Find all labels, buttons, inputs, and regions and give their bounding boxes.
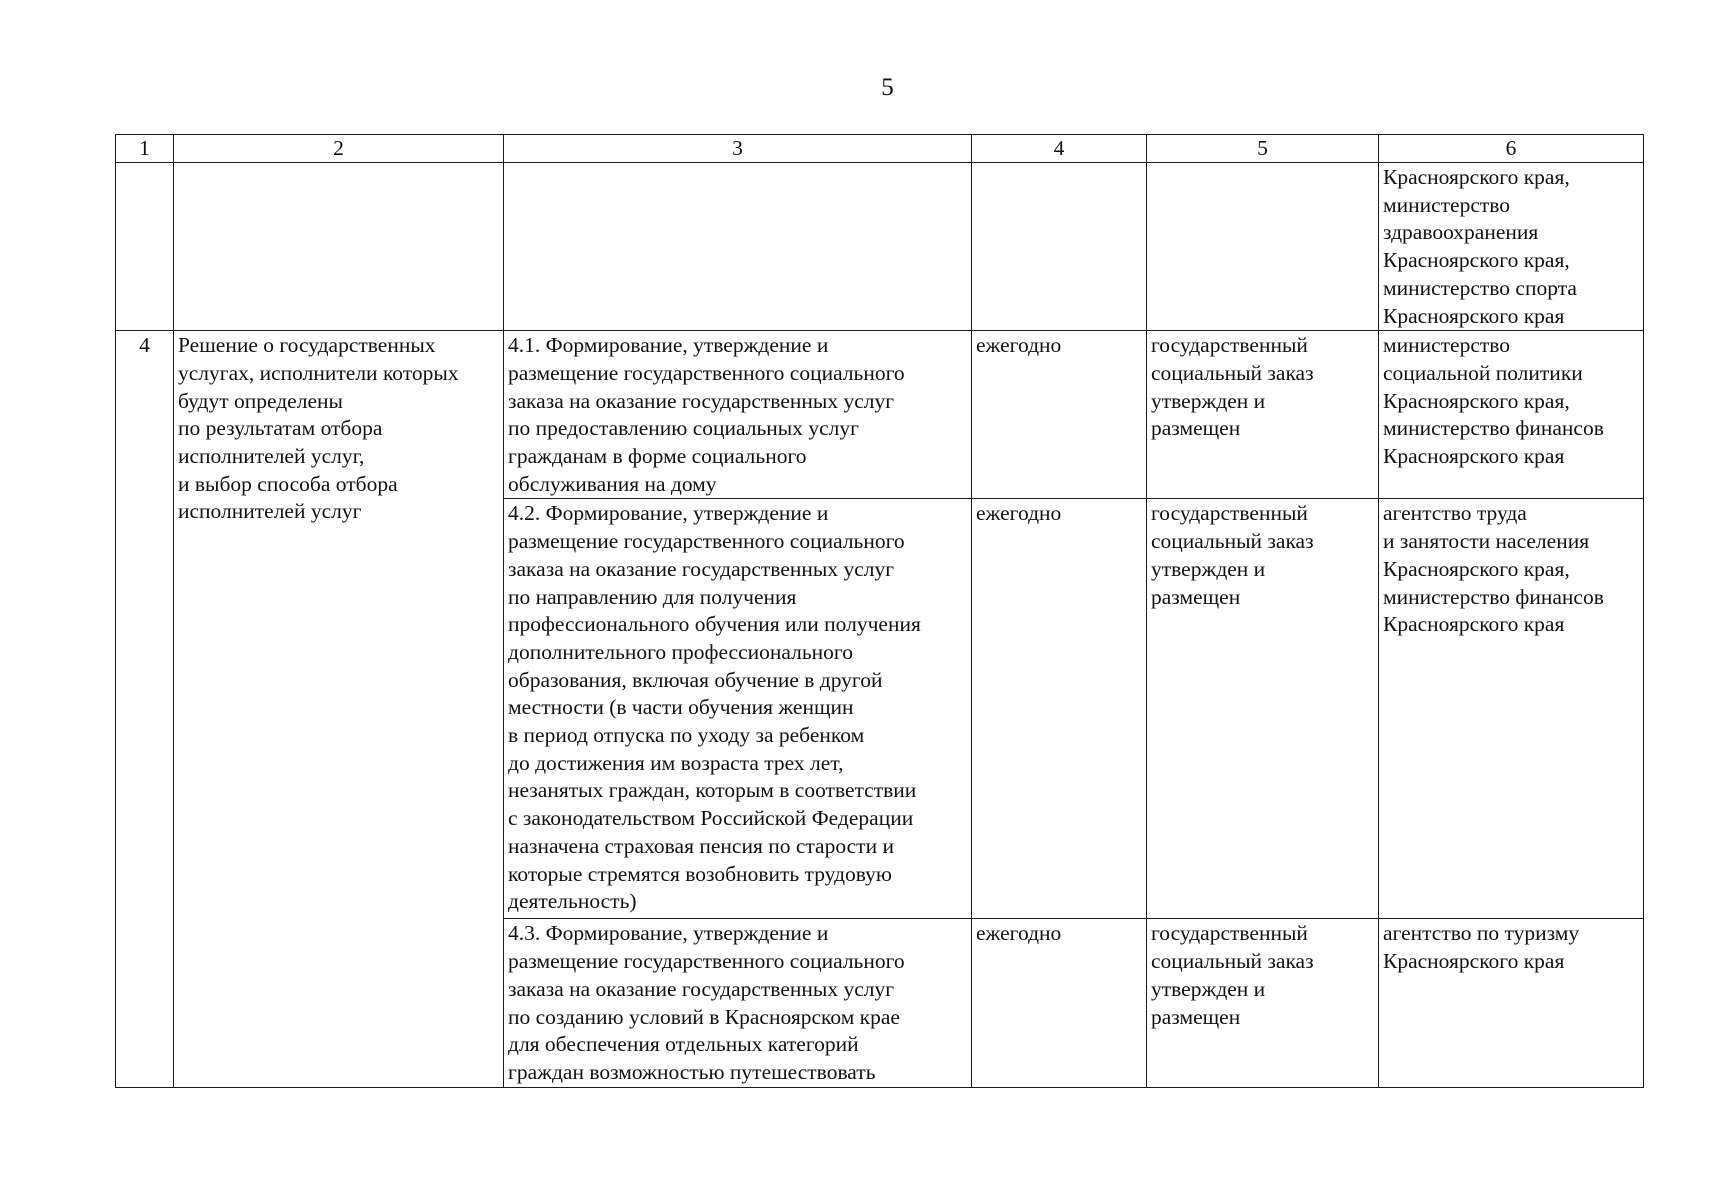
row-number xyxy=(116,163,174,331)
period-cell xyxy=(972,499,1147,919)
cell-text-line: Красноярского края xyxy=(1383,303,1565,328)
cell-text-line: размещение государственного социального xyxy=(508,360,905,385)
cell-text-line: услугах, исполнители которых xyxy=(178,360,459,385)
cell-text-line: исполнителей услуг xyxy=(178,499,362,524)
header-cell: 3 xyxy=(504,135,972,163)
measure-cell xyxy=(504,499,972,919)
cell-text-line: утвержден и xyxy=(1151,556,1266,581)
cell-text-line: Красноярского края, xyxy=(1383,248,1570,273)
cell-text-line: размещен xyxy=(1151,1004,1241,1029)
cell-text-line: государственный xyxy=(1151,921,1308,946)
cell-text-line: по направлению для получения xyxy=(508,584,797,609)
result-cell xyxy=(1147,331,1379,499)
measure-cell xyxy=(504,331,972,499)
header-cell: 5 xyxy=(1147,135,1379,163)
cell-text-line: Красноярского края, xyxy=(1383,165,1570,189)
cell-text-line: здравоохранения xyxy=(1383,220,1539,245)
cell-text-line: незанятых граждан, которым в соответствии xyxy=(508,778,917,803)
cell-text-line: до достижения им возраста трех лет, xyxy=(508,750,844,775)
cell-text-line: Решение о государственных xyxy=(178,333,436,358)
table-row xyxy=(116,163,1644,331)
period-cell xyxy=(972,919,1147,1087)
cell-text-line: 4.2. Формирование, утверждение и xyxy=(508,501,829,526)
cell-text-line: деятельность) xyxy=(508,889,637,914)
decision-cell xyxy=(174,163,504,331)
cell-text-line: для обеспечения отдельных категорий xyxy=(508,1032,859,1057)
cell-text-line: агентство труда xyxy=(1383,501,1527,526)
row-number: 4 xyxy=(116,331,174,1087)
table-row xyxy=(116,331,1644,499)
measure-cell xyxy=(504,919,972,1087)
page-number: 5 xyxy=(881,74,894,101)
period-cell xyxy=(972,331,1147,499)
cell-text-line: социальный заказ xyxy=(1151,360,1314,385)
result-cell xyxy=(1147,163,1379,331)
cell-text-line: дополнительного профессионального xyxy=(508,639,853,664)
cell-text-line: с законодательством Российской Федерации xyxy=(508,806,914,831)
cell-text-line: утвержден и xyxy=(1151,388,1266,413)
cell-text-line: заказа на оказание государственных услуг xyxy=(508,388,895,413)
cell-text-line: утвержден и xyxy=(1151,976,1266,1001)
cell-text-line: по результатам отбора xyxy=(178,416,383,441)
cell-text-line: министерство xyxy=(1383,192,1511,217)
period-cell xyxy=(972,163,1147,331)
cell-text-line: министерство спорта xyxy=(1383,275,1577,300)
responsible-cell xyxy=(1379,499,1644,919)
cell-text-line: социальный заказ xyxy=(1151,529,1314,554)
result-cell xyxy=(1147,499,1379,919)
header-cell: 6 xyxy=(1379,135,1644,163)
cell-text-line: ежегодно xyxy=(976,921,1062,946)
cell-text-line: государственный xyxy=(1151,501,1308,526)
cell-text-line: Красноярского края xyxy=(1383,444,1565,469)
cell-text-line: образования, включая обучение в другой xyxy=(508,667,883,692)
cell-text-line: обслуживания на дому xyxy=(508,471,717,496)
cell-text-line: министерство финансов xyxy=(1383,584,1604,609)
header-cell: 1 xyxy=(116,135,174,163)
measure-cell xyxy=(504,163,972,331)
responsible-cell xyxy=(1379,163,1644,331)
cell-text-line: по созданию условий в Красноярском крае xyxy=(508,1004,900,1029)
cell-text-line: по предоставлению социальных услуг xyxy=(508,416,859,441)
cell-text-line: Красноярского края, xyxy=(1383,388,1570,413)
header-row xyxy=(116,135,1644,163)
cell-text-line: социальный заказ xyxy=(1151,949,1314,974)
cell-text-line: размещен xyxy=(1151,416,1241,441)
cell-text-line: 4.1. Формирование, утверждение и xyxy=(508,333,829,358)
cell-text-line: граждан возможностью путешествовать xyxy=(508,1059,876,1084)
cell-text-line: 4.3. Формирование, утверждение и xyxy=(508,921,829,946)
cell-text-line: Красноярского края xyxy=(1383,612,1565,637)
cell-text-line: гражданам в форме социального xyxy=(508,444,807,469)
cell-text-line: профессионального обучения или получения xyxy=(508,612,921,637)
responsible-cell xyxy=(1379,919,1644,1087)
cell-text-line: исполнителей услуг, xyxy=(178,444,365,469)
cell-text-line: которые стремятся возобновить трудовую xyxy=(508,861,892,886)
cell-text-line: Красноярского края xyxy=(1383,949,1565,974)
cell-text-line: заказа на оказание государственных услуг xyxy=(508,556,895,581)
cell-text-line: местности (в части обучения женщин xyxy=(508,695,854,720)
cell-text-line: Красноярского края, xyxy=(1383,556,1570,581)
cell-text-line: будут определены xyxy=(178,388,343,413)
cell-text-line: ежегодно xyxy=(976,501,1062,526)
cell-text-line: размещение государственного социального xyxy=(508,529,905,554)
cell-text-line: социальной политики xyxy=(1383,360,1583,385)
cell-text-line: и занятости населения xyxy=(1383,529,1590,554)
measures-table xyxy=(115,134,1644,1088)
cell-text-line: министерство xyxy=(1383,333,1511,358)
cell-text-line: и выбор способа отбора xyxy=(178,471,398,496)
cell-text-line: назначена страховая пенсия по старости и xyxy=(508,833,894,858)
cell-text-line: заказа на оказание государственных услуг xyxy=(508,976,895,1001)
cell-text-line: агентство по туризму xyxy=(1383,921,1580,946)
cell-text-line: в период отпуска по уходу за ребенком xyxy=(508,723,865,748)
cell-text-line: ежегодно xyxy=(976,333,1062,358)
cell-text-line: размещен xyxy=(1151,584,1241,609)
header-cell: 2 xyxy=(174,135,504,163)
result-cell xyxy=(1147,919,1379,1087)
header-cell: 4 xyxy=(972,135,1147,163)
cell-text-line: размещение государственного социального xyxy=(508,949,905,974)
decision-cell xyxy=(174,331,504,1087)
cell-text-line: государственный xyxy=(1151,333,1308,358)
responsible-cell xyxy=(1379,331,1644,499)
cell-text-line: министерство финансов xyxy=(1383,416,1604,441)
